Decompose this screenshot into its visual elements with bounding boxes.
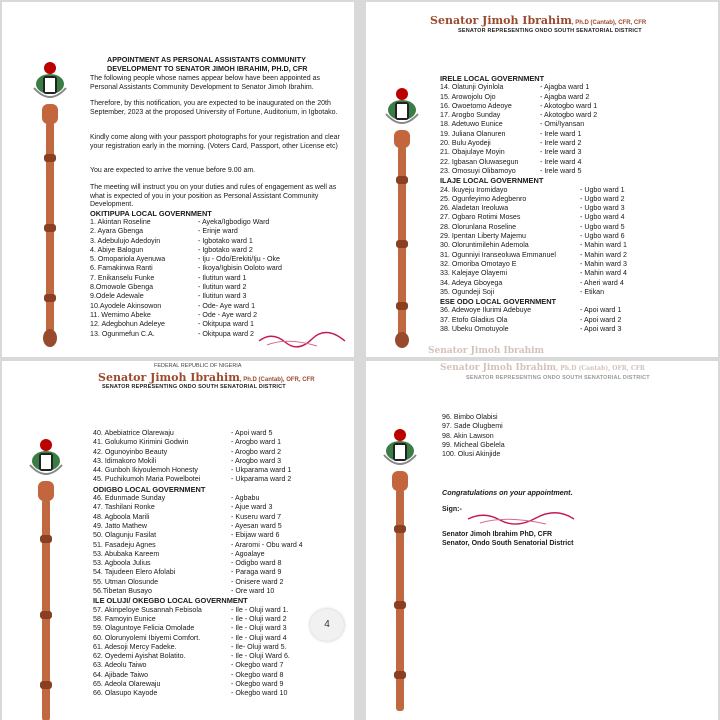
appointee-name: 5. Omopariola Ayenuwa xyxy=(90,255,166,264)
list-item xyxy=(93,522,348,531)
ward-assignment: - Okegbo ward 10 xyxy=(231,689,288,698)
inauguration-paragraph: Therefore, by this notification, you are expected to be inaugurated on the 20th September, 2023 at the proposed University of Fortune, Auditorium, in Igbotako. xyxy=(90,100,338,116)
list-item xyxy=(440,213,712,222)
section-heading: ESE ODO LOCAL GOVERNMENT xyxy=(440,297,557,307)
list-item xyxy=(440,325,712,334)
section-heading: ILAJE LOCAL GOVERNMENT xyxy=(440,176,544,186)
appointee-list xyxy=(90,218,350,339)
appointee-name: 6. Famakinwa Ranti xyxy=(90,264,153,273)
appointee-name: 53. Agboola Julius xyxy=(93,559,151,568)
appointee-name: 99. Micheal Gbelela xyxy=(442,440,505,449)
ward-assignment: - Ugbo ward 4 xyxy=(580,213,625,222)
appointee-name: 54. Tajudeen Elero Afolabi xyxy=(93,568,176,577)
mace-emblem xyxy=(26,431,66,720)
appointee-name: 55. Utman Olosunde xyxy=(93,577,159,586)
appointee-name: 26. Aladetan Ireoluwa xyxy=(440,204,509,213)
list-item xyxy=(93,466,348,475)
ward-assignment: - Apoi ward 1 xyxy=(580,306,622,315)
appointee-list xyxy=(93,429,348,699)
appointee-name: 17. Arogbo Sunday xyxy=(440,111,501,120)
letterhead-subtitle: SENATOR REPRESENTING ONDO SOUTH SENATORIAL DISTRICT xyxy=(466,375,650,381)
list-item xyxy=(93,559,348,568)
appointee-name: 49. Jatto Mathew xyxy=(93,521,148,530)
list-item xyxy=(93,429,348,438)
ward-assignment: - Apoi ward 2 xyxy=(580,315,622,324)
list-item xyxy=(440,93,712,102)
list-item xyxy=(90,227,350,236)
ward-assignment: - Mahin ward 1 xyxy=(580,241,627,250)
list-item xyxy=(90,237,350,246)
list-item xyxy=(440,186,712,195)
list-item xyxy=(442,422,642,431)
ward-assignment: - Ugbo ward 5 xyxy=(580,222,625,231)
intro-paragraph: The following people whose names appear below have been appointed as Personal Assistants Community Development to Senator Jimoh Ibrahim. xyxy=(90,75,320,91)
appointee-name: 47. Tashilani Ronke xyxy=(93,503,155,512)
list-item xyxy=(90,311,350,320)
appointee-name: 20. Bulu Ayodeji xyxy=(440,139,491,148)
list-item xyxy=(440,148,712,157)
ward-assignment: - Irele ward 1 xyxy=(540,129,582,138)
list-item xyxy=(93,606,348,615)
appointee-name: 21. Obajulaye Moyin xyxy=(440,148,505,157)
ward-assignment: - Ile - Oluji ward 4 xyxy=(231,633,287,642)
ward-assignment: - Okitpupa ward 1 xyxy=(198,320,254,329)
list-item xyxy=(90,264,350,273)
appointee-name: 51. Fasadeju Agnes xyxy=(93,540,156,549)
meeting-paragraph: The meeting will instruct you on your duties and rules of engagement as well as what is expected of you in your position as Personal Assistant Community Development. xyxy=(90,184,337,209)
ward-assignment: - Apoi ward 3 xyxy=(580,325,622,334)
ward-assignment: - Ayesan ward 5 xyxy=(231,521,282,530)
letterhead-title: Senator Jimoh Ibrahim, Ph.D (Cantab), CFR, CFR xyxy=(430,14,647,27)
appointee-name: 40. Abebiatrice Olarewaju xyxy=(93,429,174,437)
ward-assignment: - Ilutitun ward 1 xyxy=(198,273,247,282)
document-page-1 xyxy=(2,2,354,357)
appointee-name: 34. Adeya Gboyega xyxy=(440,278,503,287)
list-item xyxy=(93,438,348,447)
mace-emblem xyxy=(30,54,70,354)
list-item xyxy=(90,292,350,301)
ward-assignment: - Ajagba ward 1 xyxy=(540,83,590,92)
appointee-name: 53. Abubaka Kareem xyxy=(93,549,160,558)
ward-assignment: - Mahin ward 3 xyxy=(580,259,627,268)
list-item xyxy=(442,441,642,450)
document-page-4 xyxy=(366,361,718,720)
list-item xyxy=(440,102,712,111)
appointee-name: 60. Olorunyolemi Ibiyemi Comfort. xyxy=(93,633,201,642)
list-item xyxy=(93,513,348,522)
ward-assignment: - Agbabu xyxy=(231,494,260,503)
ward-assignment: - Iju - Odo/Erekiti/Iju - Oke xyxy=(198,255,280,264)
list-item xyxy=(440,130,712,139)
list-item xyxy=(440,232,712,241)
list-item xyxy=(90,302,350,311)
list-item xyxy=(90,283,350,292)
ward-assignment: - Arogbo ward 3 xyxy=(231,456,282,465)
list-item xyxy=(93,503,348,512)
appointee-name: 8.Omowole Gbenga xyxy=(90,283,154,292)
appointee-name: 37. Etofo Gladius Ola xyxy=(440,315,508,324)
ward-assignment: - Ore ward 10 xyxy=(231,587,275,596)
ward-assignment: - Irele ward 3 xyxy=(540,148,582,157)
ward-assignment: - Ebijaw ward 6 xyxy=(231,531,280,540)
ward-assignment: - Ayeka/Igbodigo Ward xyxy=(198,218,270,226)
appointee-name: 38. Ubeku Omotuyole xyxy=(440,325,509,334)
appointee-name: 1. Akintan Roseline xyxy=(90,218,151,226)
appointee-name: 57. Akinpeloye Susannah Febisola xyxy=(93,605,202,614)
ward-assignment: - Irele ward 5 xyxy=(540,166,582,175)
list-item xyxy=(440,223,712,232)
ward-assignment: - Ukparama ward 1 xyxy=(231,466,292,475)
ward-assignment: - Ikoya/Igbisin Ooloto ward xyxy=(198,264,282,273)
list-item xyxy=(93,689,348,698)
appointee-name: 18. Adetuwo Eunice xyxy=(440,120,503,129)
arrival-paragraph: You are expected to arrive the venue before 9.00 am. xyxy=(90,167,256,174)
list-item xyxy=(93,494,348,503)
appointee-name: 59. Olaguntoye Felicia Omolade xyxy=(93,624,195,633)
list-item xyxy=(440,158,712,167)
appointee-name: 14. Olatunji Oyinlola xyxy=(440,83,504,92)
list-item xyxy=(93,541,348,550)
ward-assignment: - Ile- Oluji ward 5. xyxy=(231,642,287,651)
ward-assignment: - Ile - Oluji ward 1. xyxy=(231,605,289,614)
appointee-name: 15. Arowojolu Ojo xyxy=(440,92,496,101)
appointment-title: APPOINTMENT AS PERSONAL ASSISTANTS COMMUNITY DEVELOPMENT TO SENATOR JIMOH IBRAHIM, PH.D, CFR xyxy=(107,55,308,73)
ward-assignment: - Erinje ward xyxy=(198,227,238,236)
ward-assignment: - Akotogbo ward 1 xyxy=(540,101,598,110)
registration-paragraph: Kindly come along with your passport photographs for your registration and clear your registration early in the morning. (Voters Card, Passport, other License etc) xyxy=(90,134,340,150)
appointee-name: 27. Ogbaro Rotimi Moses xyxy=(440,213,521,222)
list-item xyxy=(90,255,350,264)
federal-republic-label: FEDERAL REPUBLIC OF NIGERIA xyxy=(154,363,242,369)
list-item xyxy=(442,413,642,422)
ward-assignment: - Paraga ward 9 xyxy=(231,568,282,577)
appointee-name: 24. Ikuyeju Iromidayo xyxy=(440,185,508,194)
appointee-name: 66. Olasupo Kayode xyxy=(93,689,158,698)
letterhead-ghost: Senator Jimoh Ibrahim, Ph.D (Cantab), OFR, CFR xyxy=(440,363,645,373)
appointee-name: 45. Puchikumoh Maria Powelbotei xyxy=(93,475,201,484)
list-item xyxy=(440,195,712,204)
letterhead-title: Senator Jimoh Ibrahim, Ph.D (Cantab), OFR, CFR xyxy=(98,371,315,384)
appointee-name: 56.Tibetan Busayo xyxy=(93,587,152,596)
appointee-name: 9.Odele Adewale xyxy=(90,292,144,301)
mace-emblem xyxy=(382,80,422,350)
ward-assignment: - Okegbo ward 7 xyxy=(231,661,284,670)
ward-assignment: - Onisere ward 2 xyxy=(231,577,284,586)
list-item xyxy=(440,316,712,325)
appointee-name: 44. Gunboh Ikiyoulemoh Honesty xyxy=(93,466,198,475)
ward-assignment: - Okegbo ward 9 xyxy=(231,680,284,689)
ward-assignment: - Apoi ward 5 xyxy=(231,429,273,437)
ward-assignment: - Omi/Iyansan xyxy=(540,120,585,129)
ward-assignment: - Kuseru ward 7 xyxy=(231,512,282,521)
ward-assignment: - Irele ward 2 xyxy=(540,139,582,148)
list-item xyxy=(90,218,350,227)
appointee-name: 28. Olorunlana Roseline xyxy=(440,222,517,231)
list-item xyxy=(440,111,712,120)
list-item xyxy=(93,634,348,643)
sign-label: Sign:- xyxy=(442,506,462,513)
appointee-name: 43. Idimakoro Mokili xyxy=(93,456,157,465)
appointee-name: 4. Abiye Balogun xyxy=(90,245,144,254)
appointee-name: 2. Ayara Gbenga xyxy=(90,227,144,236)
list-item xyxy=(93,578,348,587)
ward-assignment: - Ilutitun ward 2 xyxy=(198,283,247,292)
list-item xyxy=(93,531,348,540)
appointee-name: 23. Omosuyi Olibamoyo xyxy=(440,166,516,175)
ward-assignment: - Araromi - Obu ward 4 xyxy=(231,540,303,549)
list-item xyxy=(442,450,642,459)
appointee-name: 29. Ipentan Liberty Majemu xyxy=(440,232,526,241)
ward-assignment: - Ode - Aye ward 2 xyxy=(198,310,258,319)
appointee-name: 22. Igbasan Oluwasegun xyxy=(440,157,519,166)
appointee-name: 97. Sade Olugbemi xyxy=(442,422,503,431)
ward-assignment: - Ajagba ward 2 xyxy=(540,92,590,101)
section-heading: IRELE LOCAL GOVERNMENT xyxy=(440,74,545,83)
list-item xyxy=(93,457,348,466)
congratulations-text: Congratulations on your appointment. xyxy=(442,488,573,497)
letterhead-subtitle: SENATOR REPRESENTING ONDO SOUTH SENATORIAL DISTRICT xyxy=(102,384,286,390)
ward-assignment: - Ile - Oluji ward 2 xyxy=(231,614,287,623)
letterhead-ghost: Senator Jimoh Ibrahim xyxy=(428,346,545,356)
list-item xyxy=(440,139,712,148)
ward-assignment: - Ugbo ward 2 xyxy=(580,194,625,203)
ward-assignment: - Okitpupa ward 2 xyxy=(198,329,254,338)
list-item xyxy=(440,251,712,260)
ward-assignment: - Igbotako ward 1 xyxy=(198,236,253,245)
appointee-name: 33. Kalejaye Olayemi xyxy=(440,269,508,278)
appointee-name: 16. Owoetomo Adeoye xyxy=(440,101,512,110)
ward-assignment: - Ugbo ward 3 xyxy=(580,204,625,213)
list-item xyxy=(440,306,712,315)
appointee-name: 35. Ogundeji Soji xyxy=(440,287,495,296)
document-page-2 xyxy=(366,2,718,357)
list-item xyxy=(93,475,348,484)
appointee-name: 7. Enikanselu Funke xyxy=(90,273,155,282)
appointee-name: 12. Adegbohun Adeleye xyxy=(90,320,165,329)
appointee-name: 61. Adesoji Mercy Fadeke. xyxy=(93,642,177,651)
list-item xyxy=(93,643,348,652)
document-page-3 xyxy=(2,361,354,720)
list-item xyxy=(440,260,712,269)
ward-assignment: - Mahin ward 2 xyxy=(580,250,627,259)
ward-assignment: - Ilutitun ward 3 xyxy=(198,292,247,301)
appointee-name: 48. Agboola Marili xyxy=(93,512,150,521)
list-item xyxy=(93,671,348,680)
list-item xyxy=(93,652,348,661)
appointee-name: 46. Edunmade Sunday xyxy=(93,494,166,503)
ward-assignment: - Ile - Oluji ward 3 xyxy=(231,624,287,633)
list-item xyxy=(93,448,348,457)
ward-assignment: - Aheri ward 4 xyxy=(580,278,624,287)
appointee-name: 13. Ogunmefun C.A. xyxy=(90,329,155,338)
appointee-name: 36. Adewoye Ilurimi Adebuye xyxy=(440,306,532,315)
list-item xyxy=(440,241,712,250)
appointee-name: 42. Ogunoyinbo Beauty xyxy=(93,447,168,456)
page-number-badge: 4 xyxy=(310,609,344,641)
appointee-list xyxy=(442,413,642,459)
list-item xyxy=(90,246,350,255)
list-item xyxy=(440,167,712,176)
list-item xyxy=(93,550,348,559)
section-heading: ILE OLUJI/ OKEGBO LOCAL GOVERNMENT xyxy=(93,596,248,606)
list-item xyxy=(440,204,712,213)
ward-assignment: - Akotogbo ward 2 xyxy=(540,111,598,120)
appointee-name: 65. Adeola Olarewaju xyxy=(93,680,161,689)
appointee-name: 31. Ogunniyi Iranseoluwa Emmanuel xyxy=(440,250,556,259)
ward-assignment: - Odigbo ward 8 xyxy=(231,559,282,568)
appointee-name: 100. Olusi Akinjide xyxy=(442,450,501,459)
list-item xyxy=(440,288,712,297)
section-heading: ODIGBO LOCAL GOVERNMENT xyxy=(93,484,206,494)
list-item xyxy=(440,269,712,278)
appointee-name: 62. Oyedemi Ayishat Bolatito. xyxy=(93,652,186,661)
list-item xyxy=(93,568,348,577)
appointee-name: 32. Omoriba Omotayo E xyxy=(440,259,517,268)
appointee-name: 41. Golukumo Kirimini Godwin xyxy=(93,438,189,447)
ward-assignment: - Ile - Oluji Ward 6. xyxy=(231,652,290,661)
ward-assignment: - Irele ward 4 xyxy=(540,157,582,166)
list-item xyxy=(93,661,348,670)
signature-scribble xyxy=(257,329,347,351)
ward-assignment: - Agoalaye xyxy=(231,549,265,558)
ward-assignment: - Ugbo ward 6 xyxy=(580,232,625,241)
ward-assignment: - Mahin ward 4 xyxy=(580,269,627,278)
appointee-name: 19. Juliana Olanuren xyxy=(440,129,506,138)
appointee-name: 64. Ajibade Taiwo xyxy=(93,670,149,679)
appointee-list xyxy=(440,74,712,334)
list-item xyxy=(93,587,348,596)
list-item xyxy=(440,120,712,129)
list-item xyxy=(93,680,348,689)
list-item xyxy=(90,274,350,283)
appointee-name: 98. Akin Lawson xyxy=(442,431,494,440)
signature-scribble xyxy=(466,509,576,529)
section-heading: OKITIPUPA LOCAL GOVERNMENT xyxy=(90,209,212,218)
ward-assignment: - Okegbo ward 8 xyxy=(231,670,284,679)
ward-assignment: - Ajue ward 3 xyxy=(231,503,273,512)
list-item xyxy=(440,279,712,288)
ward-assignment: - Ugbo ward 1 xyxy=(580,185,625,194)
ward-assignment: - Ukparama ward 2 xyxy=(231,475,292,484)
appointee-name: 11. Wemimo Abeke xyxy=(90,310,151,319)
ward-assignment: - Ode- Aye ward 1 xyxy=(198,301,256,310)
list-item xyxy=(440,83,712,92)
signatory-block: Senator Jimoh Ibrahim PhD, CFR Senator, Ondo South Senatorial District xyxy=(442,531,574,547)
appointee-name: 25. Ogunfeyimo Adegbenro xyxy=(440,194,527,203)
ward-assignment: - Arogbo ward 1 xyxy=(231,438,282,447)
appointee-name: 3. Adebulujo Adedoyin xyxy=(90,236,161,245)
letterhead-subtitle: SENATOR REPRESENTING ONDO SOUTH SENATORIAL DISTRICT xyxy=(458,28,642,34)
ward-assignment: - Igbotako ward 2 xyxy=(198,245,253,254)
appointee-name: 50. Olagunju Fasilat xyxy=(93,531,157,540)
list-item xyxy=(442,432,642,441)
appointee-name: 63. Adeolu Taiwo xyxy=(93,661,147,670)
appointee-name: 58. Famoyin Eunice xyxy=(93,614,156,623)
mace-emblem xyxy=(380,421,420,711)
ward-assignment: - Arogbo ward 2 xyxy=(231,447,282,456)
appointee-name: 10.Ayodele Akinsowon xyxy=(90,301,162,310)
appointee-name: 96. Bimbo Olabisi xyxy=(442,413,498,421)
ward-assignment: - Etikan xyxy=(580,287,605,296)
appointee-name: 30. Oloruntimilehin Ademola xyxy=(440,241,529,250)
